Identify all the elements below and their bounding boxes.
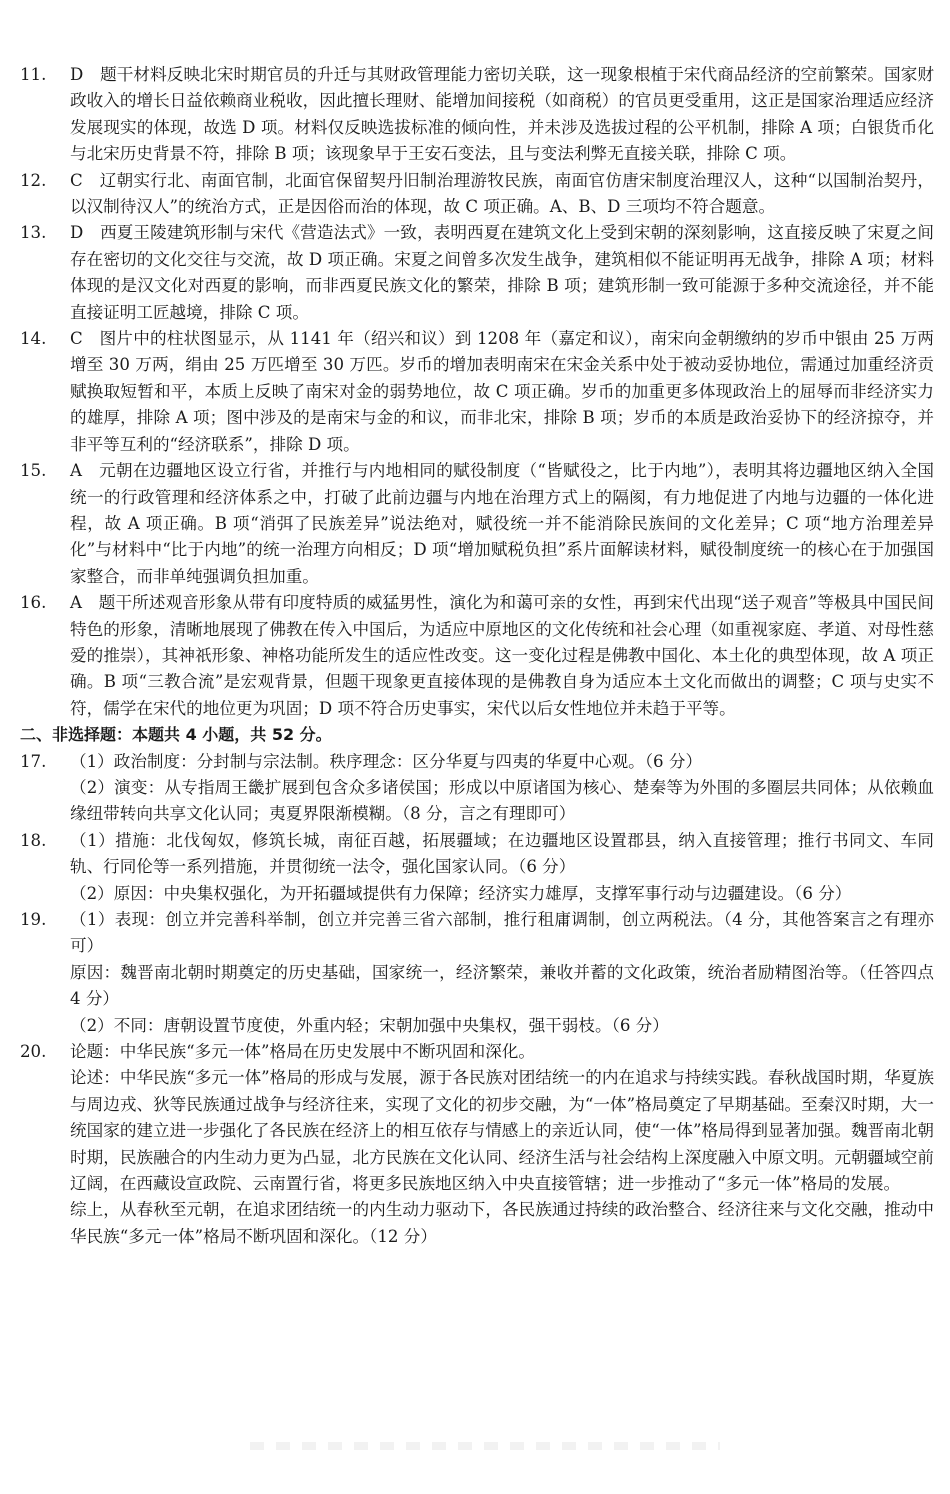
answer-part: （1）措施：北伐匈奴，修筑长城，南征百越，拓展疆域；在边疆地区设置郡县，纳入直接管理；推行书同文、车同轨、行同伦等一系列措施，并贯彻统一法令，强化国家认同。（6 分） (70, 830, 934, 877)
item-number: 19. (20, 910, 47, 929)
item-number: 14. (20, 329, 47, 349)
answer-part: （1）政治制度：分封制与宗法制。秩序理念：区分华夏与四夷的华夏中心观。（6 分） (70, 751, 703, 771)
answer-item-16 (20, 590, 934, 722)
answer-item-18 (20, 828, 934, 907)
answer-item-13 (20, 220, 934, 326)
answer-item-15 (20, 458, 934, 590)
item-text: D 题干材料反映北宋时期官员的升迁与其财政管理能力密切关联，这一现象根植于宋代商品经济的空前繁荣。国家财政收入的增长日益依赖商业税收，因此擅长理财、能增加间接税（如商税）的官员更受重用，这正是国家治理适应经济发展现实的体现，故选 D 项。材料仅反映选拔标准的倾向性，并未涉及选拔过程的公平机制，排除 A 项；白银货币化与北宋历史背景不符，排除 B 项；该现象早于王安石变法，且与变法利弊无直接关联，排除 C 项。 (70, 65, 934, 164)
answer-item-14 (20, 326, 934, 458)
answer-part: （2）原因：中央集权强化，为开拓疆域提供有力保障；经济实力雄厚，支撑军事行动与边疆建设。（6 分） (70, 883, 852, 903)
answer-part: 原因：魏晋南北朝时期奠定的历史基础，国家统一，经济繁荣，兼收并蓄的文化政策，统治者励精图治等。（任答四点 4 分） (70, 962, 934, 1009)
faded-footer-mark (250, 1442, 720, 1450)
item-number: 20. (20, 1042, 47, 1062)
item-text: C 图片中的柱状图显示，从 1141 年（绍兴和议）到 1208 年（嘉定和议），南宋向金朝缴纳的岁币中银由 25 万两增至 30 万两，绢由 25 万匹增至 30 万匹。岁币的增加表明南宋在宋金关系中处于被动妥协地位，需通过加重经济贡赋换取短暂和平，本质上反映了南宋对金的弱势地位，故 C 项正确。岁币的加重更多体现政治上的屈辱而非经济实力的雄厚，排除 A 项；图中涉及的是南宋与金的和议，而非北宋，排除 B 项；岁币的本质是政治妥协下的经济掠夺，并非平等互利的“经济联系”，排除 D 项。 (70, 329, 934, 454)
answer-part: （2）演变：从专指周王畿扩展到包含众多诸侯国；形成以中原诸国为核心、楚秦等为外围的多圈层共同体；从依赖血缘纽带转向共享文化认同；夷夏界限渐模糊。（8 分，言之有理即可） (70, 777, 934, 824)
item-text: C 辽朝实行北、南面官制，北面官保留契丹旧制治理游牧民族，南面官仿唐宋制度治理汉人，这种“以国制治契丹，以汉制待汉人”的统治方式，正是因俗而治的体现，故 C 项正确。A、B、D 三项均不符合题意。 (70, 170, 934, 217)
item-number: 15. (20, 461, 47, 481)
answer-item-11 (20, 62, 934, 168)
item-text: D 西夏王陵建筑形制与宋代《营造法式》一致，表明西夏在建筑文化上受到宋朝的深刻影响，这直接反映了宋夏之间存在密切的文化交往与交流，故 D 项正确。宋夏之间曾多次发生战争，建筑相似不能证明再无战争，排除 A 项；材料体现的是汉文化对西夏的影响，而非西夏民族文化的繁荣，排除 B 项；建筑形制一致可能源于多种交流途径，并不能直接证明工匠越境，排除 C 项。 (70, 223, 934, 322)
item-number: 11. (20, 65, 47, 84)
item-number: 18. (20, 830, 47, 850)
item-number: 13. (20, 223, 47, 243)
section-heading: 二、非选择题：本题共 4 小题，共 52 分。 (20, 725, 332, 745)
answer-content (20, 62, 934, 1250)
answer-item-17 (20, 749, 934, 828)
answer-item-19 (20, 907, 934, 1039)
answer-part: 论述：中华民族“多元一体”格局的形成与发展，源于各民族对团结统一的内在追求与持续实践。春秋战国时期，华夏族与周边戎、狄等民族通过战争与经济往来，实现了文化的初步交融，为“一体”格局奠定了早期基础。至秦汉时期，大一统国家的建立进一步强化了各民族在经济上的相互依存与情感上的亲近认同，使“一体”格局得到显著加强。魏晋南北朝时期，民族融合的内生动力更为凸显，北方民族在文化认同、经济生活与社会结构上深度融入中原文明。元朝疆域空前辽阔，在西藏设宣政院、云南置行省，将更多民族地区纳入中央直接管辖；进一步推动了“多元一体”格局的发展。 (70, 1068, 934, 1194)
item-number: 12. (20, 170, 47, 190)
answer-part: 综上，从春秋至元朝，在追求团结统一的内生动力驱动下，各民族通过持续的政治整合、经济往来与文化交融，推动中华民族“多元一体”格局不断巩固和深化。（12 分） (70, 1200, 934, 1246)
answer-part: （1）表现：创立并完善科举制，创立并完善三省六部制，推行租庸调制，创立两税法。（4 分，其他答案言之有理亦可） (70, 910, 934, 956)
item-text: A 元朝在边疆地区设立行省，并推行与内地相同的赋役制度（“皆赋役之，比于内地”），表明其将边疆地区纳入全国统一的行政管理和经济体系之中，打破了此前边疆与内地在治理方式上的隔阂，有力地促进了内地与边疆的一体化进程，故 A 项正确。B 项“消弭了民族差异”说法绝对，赋役统一并不能消除民族间的文化差异；C 项“地方治理差异化”与材料中“比于内地”的统一治理方向相反；D 项“增加赋税负担”系片面解读材料，赋役制度统一的核心在于加强国家整合，而非单纯强调负担加重。 (70, 461, 934, 586)
answer-item-20 (20, 1039, 934, 1250)
answer-part: （2）不同：唐朝设置节度使，外重内轻；宋朝加强中央集权，强干弱枝。（6 分） (70, 1015, 669, 1035)
answer-item-12 (20, 168, 934, 221)
item-number: 17. (20, 751, 47, 771)
answer-part: 论题：中华民族“多元一体”格局在历史发展中不断巩固和深化。 (70, 1042, 535, 1062)
item-text: A 题干所述观音形象从带有印度特质的威猛男性，演化为和蔼可亲的女性，再到宋代出现“送子观音”等极具中国民间特色的形象，清晰地展现了佛教在传入中国后，为适应中原地区的文化传统和社会心理（如重视家庭、孝道、对母性慈爱的推崇），其神祇形象、神格功能所发生的适应性改变。这一变化过程是佛教中国化、本土化的典型体现，故 A 项正确。B 项“三教合流”是宏观背景，但题干现象更直接体现的是佛教自身为适应本土文化而做出的调整；C 项与史实不符，儒学在宋代的地位更为巩固；D 项不符合历史事实，宋代以后女性地位并未趋于平等。 (70, 593, 934, 718)
item-number: 16. (20, 593, 47, 613)
